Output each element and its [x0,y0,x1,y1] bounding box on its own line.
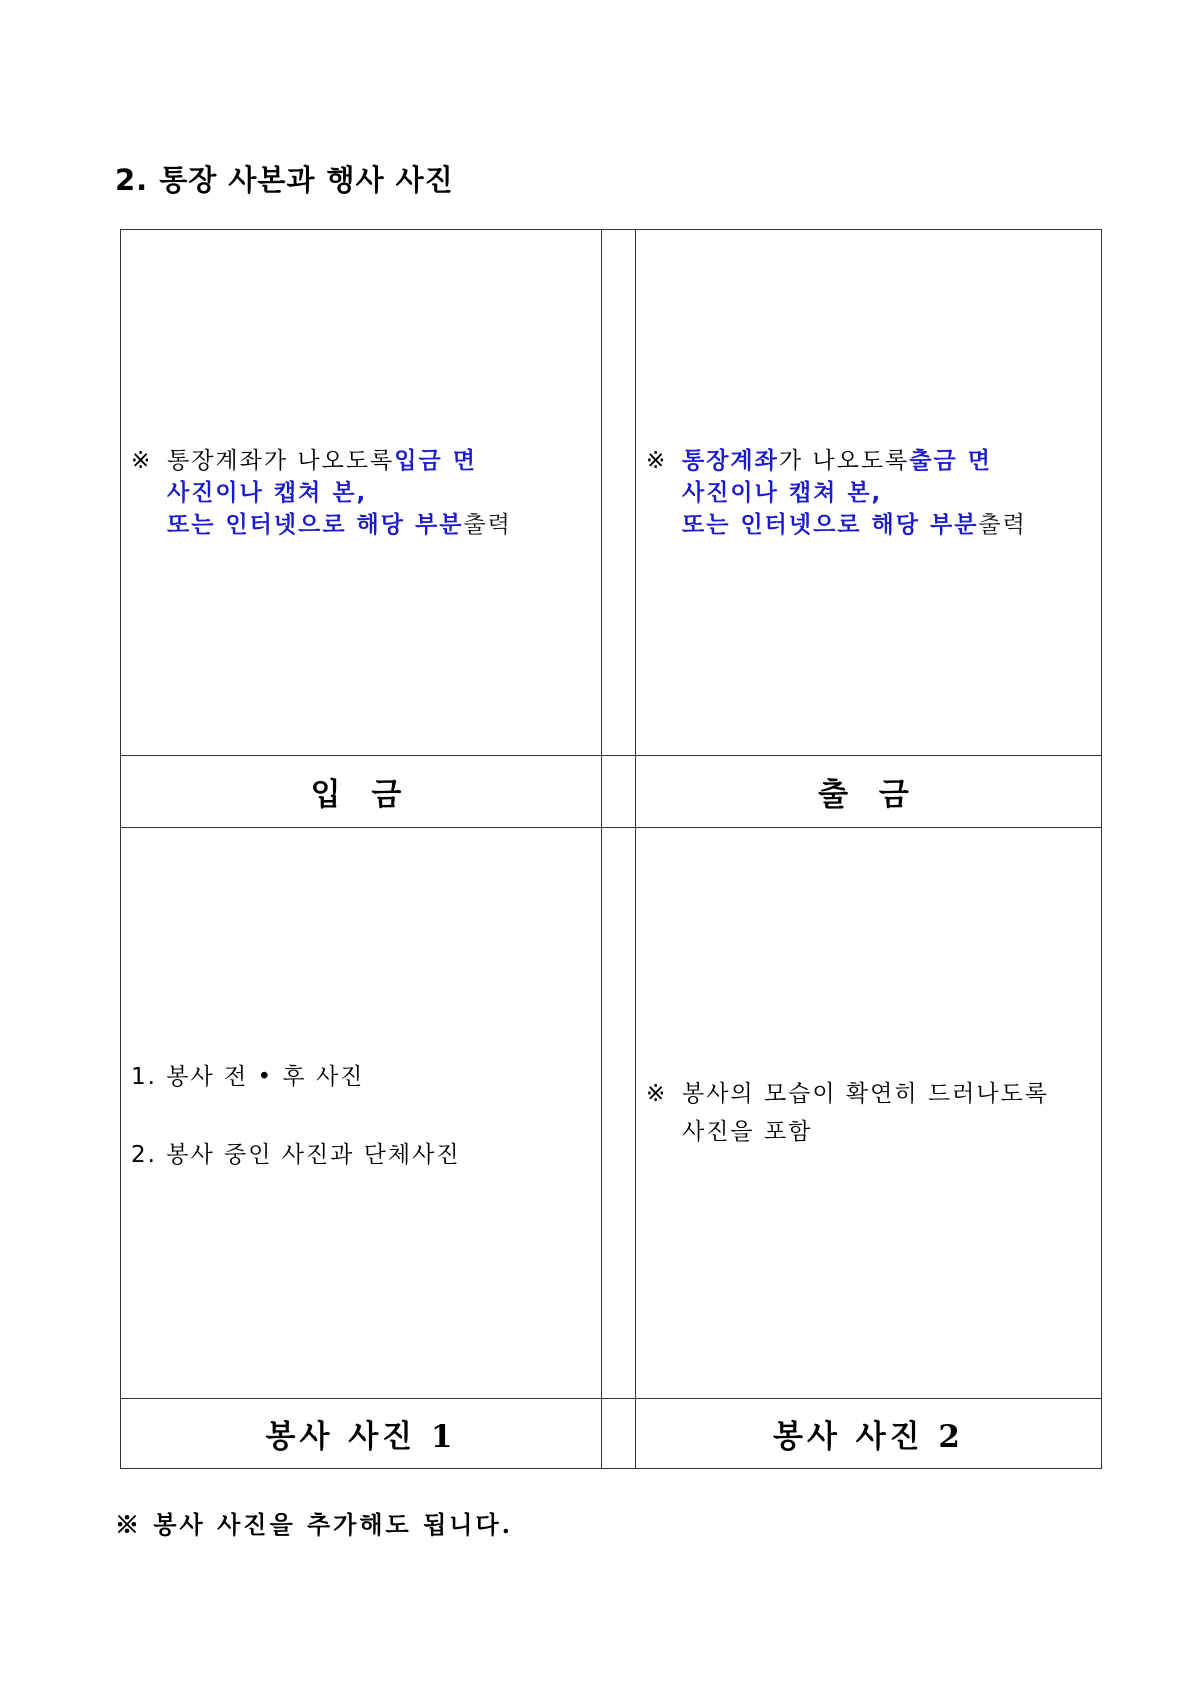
bankbook-photo-table [120,229,1102,1469]
deposit-instruction [121,445,601,541]
volunteer-photo-1-cell [121,828,602,1399]
photo2-label: 봉사 사진 2 [636,1399,1102,1469]
reference-mark: ※ [646,1081,668,1107]
footnote: ※ 봉사 사진을 추가해도 됩니다. [115,1510,513,1539]
photo1-label: 봉사 사진 1 [121,1399,602,1469]
withdraw-note-text: 가 나오도록 [778,447,910,474]
withdraw-note-highlight-2: 출금 면 [909,447,992,474]
deposit-note-line3: 또는 인터넷으로 해당 부분 [167,511,464,538]
deposit-note-line3-end: 출력 [463,511,512,538]
deposit-label: 입 금 [121,756,602,828]
list-item: 1. 봉사 전 • 후 사진 [131,1063,365,1090]
photo2-note-line2: 사진을 포함 [682,1119,813,1145]
withdraw-photo-cell [636,230,1102,756]
deposit-photo-cell [121,230,602,756]
reference-mark: ※ [131,447,153,474]
photo1-instructions [121,1058,601,1169]
spacer-cell [602,230,636,756]
withdraw-note-line3: 또는 인터넷으로 해당 부분 [682,511,979,538]
spacer-cell [602,828,636,1399]
withdraw-note-line2: 사진이나 캡쳐 본, [682,479,883,506]
photo2-instruction [636,1075,1101,1151]
deposit-note-highlight: 입금 면 [394,447,477,474]
volunteer-photo-2-cell [636,828,1102,1399]
withdraw-note-highlight: 통장계좌 [682,447,779,474]
withdraw-note-line3-end: 출력 [978,511,1027,538]
photo2-note-line1: 봉사의 모습이 확연히 드러나도록 [682,1081,1049,1107]
spacer-cell [602,1399,636,1469]
reference-mark: ※ [646,447,668,474]
withdraw-label: 출 금 [636,756,1102,828]
list-item: 2. 봉사 중인 사진과 단체사진 [131,1141,461,1168]
withdraw-instruction [636,445,1101,541]
spacer-cell [602,756,636,828]
deposit-note-line2: 사진이나 캡쳐 본, [167,479,368,506]
section-heading: 2. 통장 사본과 행사 사진 [115,163,454,197]
deposit-note-text: 통장계좌가 나오도록 [167,447,395,474]
